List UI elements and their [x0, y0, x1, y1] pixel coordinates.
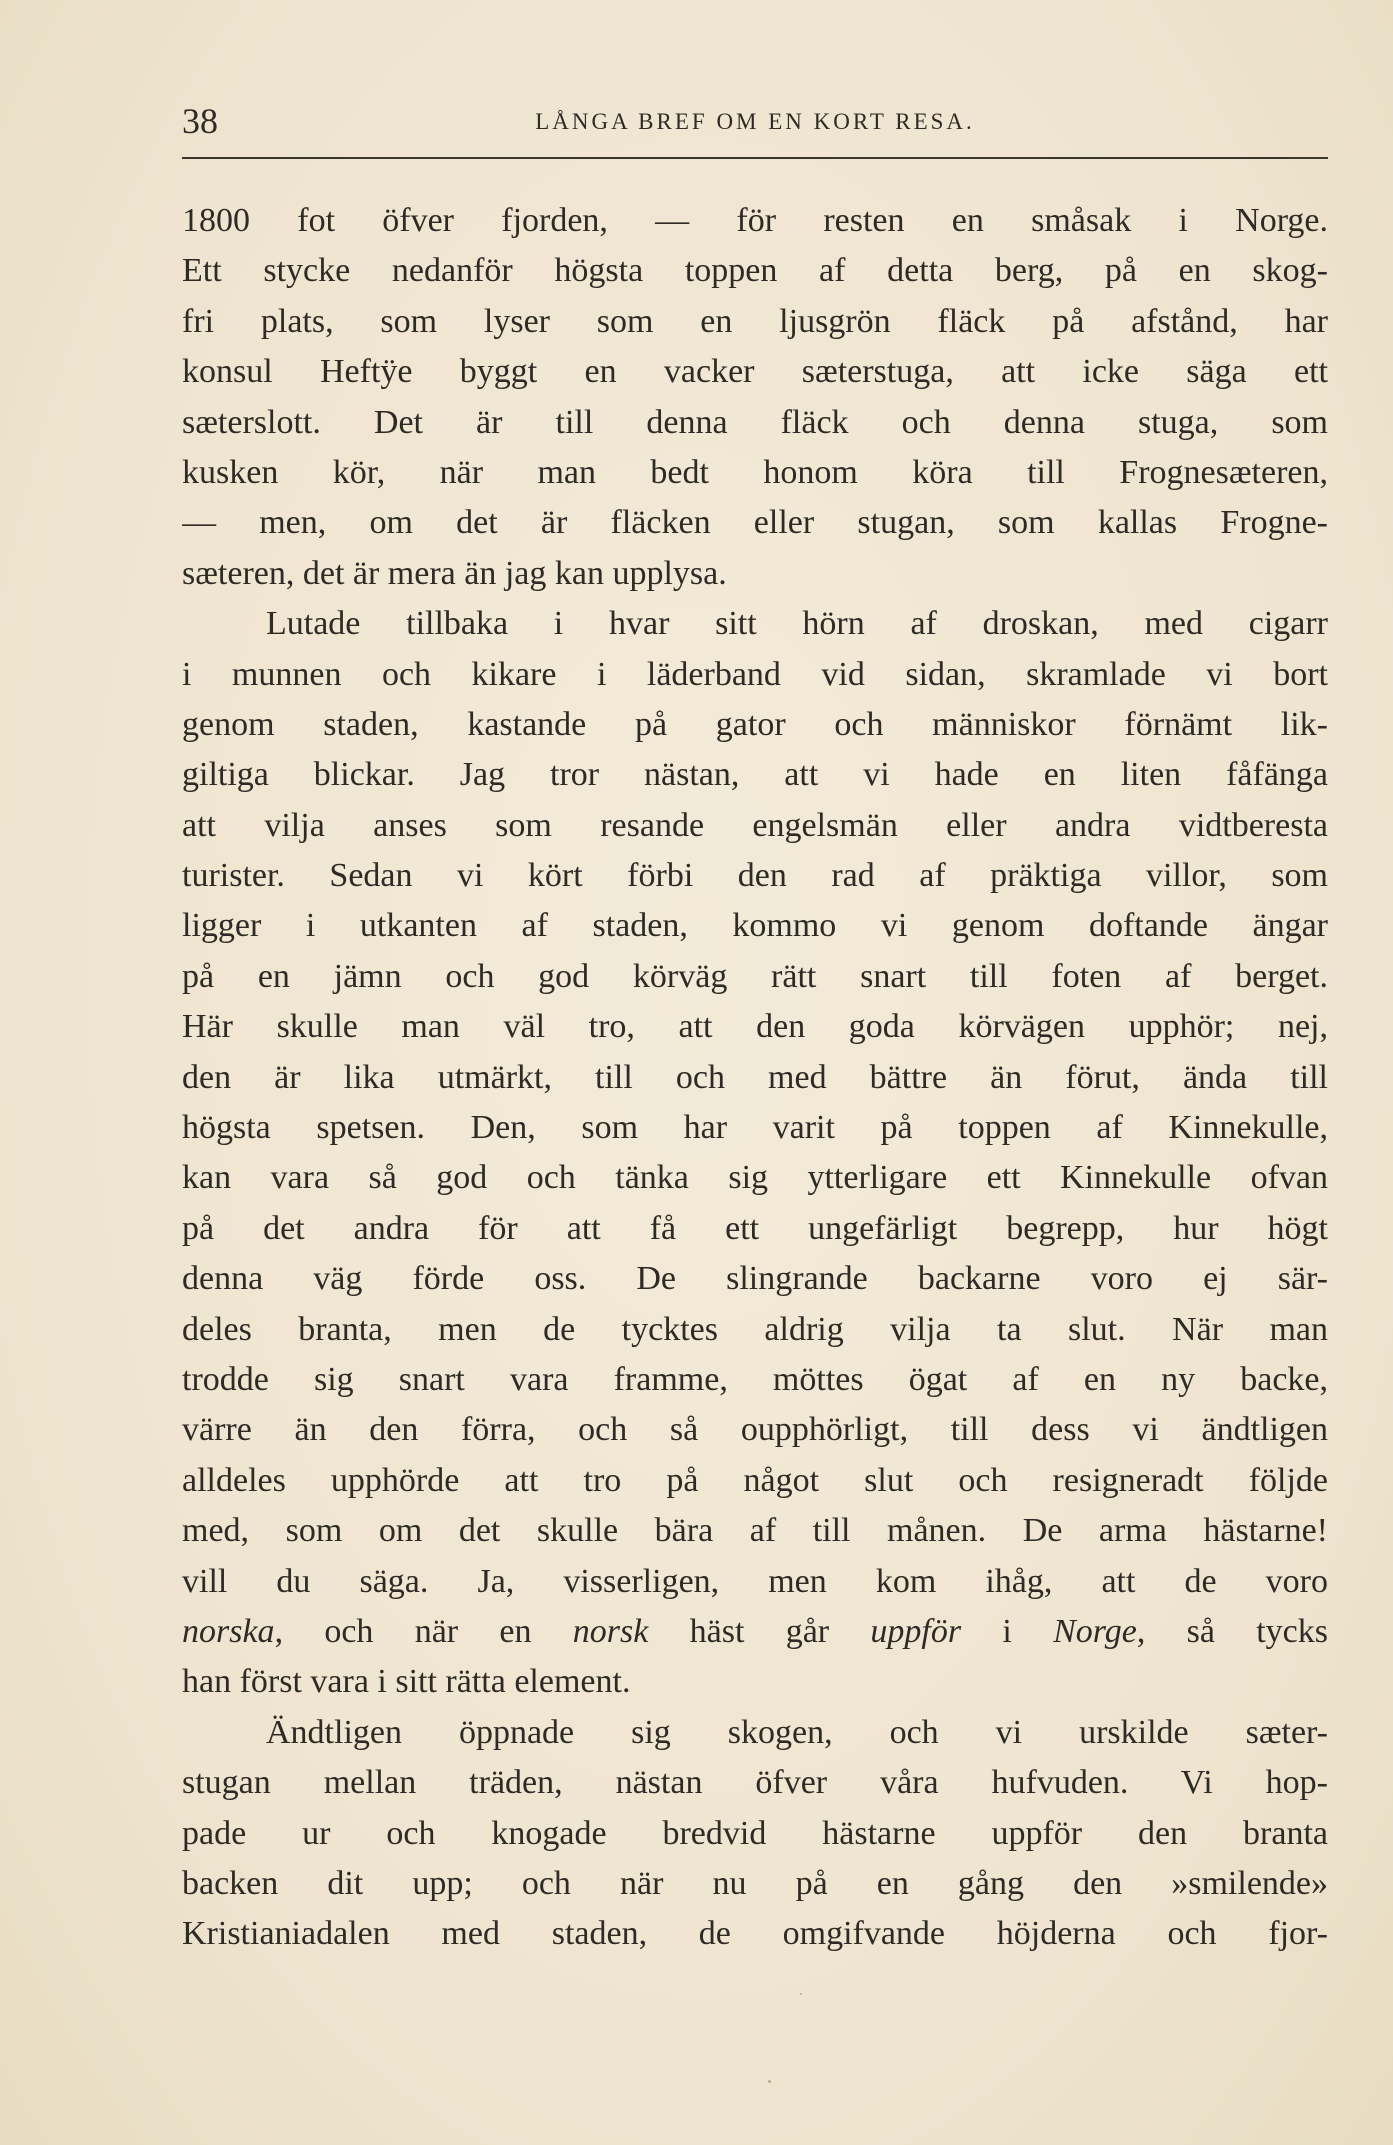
text-line — [182, 1103, 1328, 1153]
text-run: turister. Sedan vi kört förbi den rad af präktiga villor, som — [182, 857, 1328, 895]
text-line — [182, 1506, 1328, 1556]
text-line — [182, 1909, 1328, 1959]
text-line — [182, 700, 1328, 750]
text-line — [182, 549, 1328, 599]
text-line — [182, 901, 1328, 951]
text-line — [182, 1305, 1328, 1355]
text-line — [182, 599, 1328, 649]
text-line — [182, 448, 1328, 498]
running-head: LÅNGA BREF OM EN KORT RESA. — [535, 109, 975, 134]
text-run: i munnen och kikare i läderband vid sidan, skramlade vi bort — [182, 655, 1328, 693]
paper-speck — [800, 1993, 802, 1995]
text-run: den är lika utmärkt, till och med bättre än förut, ända till — [182, 1058, 1328, 1096]
text-line — [182, 801, 1328, 851]
text-run: med, som om det skulle bära af till månen. De arma hästarne! — [182, 1512, 1328, 1550]
text-line — [182, 1405, 1328, 1455]
text-line — [182, 398, 1328, 448]
text-line — [182, 1708, 1328, 1758]
text-run: sæterslott. Det är till denna fläck och denna stuga, som — [182, 403, 1328, 441]
text-line — [182, 196, 1328, 246]
text-run: häst går — [648, 1612, 871, 1650]
text-run: vill du säga. Ja, visserligen, men kom ihåg, att de voro — [182, 1562, 1328, 1600]
text-line — [182, 952, 1328, 1002]
text-line — [182, 1657, 1328, 1707]
text-line — [182, 1809, 1328, 1859]
text-run: värre än den förra, och så oupphörligt, till dess vi ändtligen — [182, 1411, 1328, 1449]
text-run: att vilja anses som resande engelsmän eller andra vidtberesta — [182, 806, 1328, 844]
text-line — [182, 1254, 1328, 1304]
text-run: konsul Heftÿe byggt en vacker sæterstuga, att icke säga ett — [182, 353, 1328, 391]
text-line — [182, 498, 1328, 548]
text-run: Ett stycke nedanför högsta toppen af detta berg, på en skog- — [182, 252, 1328, 290]
text-line — [182, 650, 1328, 700]
text-run: denna väg förde oss. De slingrande backarne voro ej sär- — [182, 1260, 1328, 1298]
text-run: ligger i utkanten af staden, kommo vi genom doftande ängar — [182, 907, 1328, 945]
text-run: på det andra för att få ett ungefärligt begrepp, hur högt — [182, 1209, 1328, 1247]
text-line — [182, 750, 1328, 800]
text-run: kan vara så god och tänka sig ytterligare ett Kinnekulle ofvan — [182, 1159, 1328, 1197]
text-run: Här skulle man väl tro, att den goda körvägen upphör; nej, — [182, 1008, 1328, 1046]
page-header — [182, 96, 1328, 146]
text-line — [182, 1002, 1328, 1052]
text-line — [182, 246, 1328, 296]
text-run: sæteren, det är mera än jag kan upplysa. — [182, 554, 727, 592]
italic-word: norsk — [572, 1612, 649, 1650]
text-run: på en jämn och god körväg rätt snart till foten af berget. — [182, 957, 1328, 995]
text-run: alldeles upphörde att tro på något slut och resigneradt följde — [182, 1461, 1328, 1499]
text-run: pade ur och knogade bredvid hästarne uppför den branta — [182, 1814, 1328, 1852]
text-line — [182, 297, 1328, 347]
text-line — [182, 1758, 1328, 1808]
italic-word: Norge — [1053, 1612, 1137, 1650]
text-run: , och när en — [274, 1612, 573, 1650]
text-line — [182, 1355, 1328, 1405]
text-run: , så tycks — [1136, 1612, 1328, 1650]
text-line — [182, 347, 1328, 397]
text-run: han först vara i sitt rätta element. — [182, 1663, 631, 1701]
body-text — [182, 196, 1328, 1960]
text-line — [182, 1859, 1328, 1909]
text-run: giltiga blickar. Jag tror nästan, att vi hade en liten fåfänga — [182, 756, 1328, 794]
page-number: 38 — [182, 101, 218, 141]
text-run: backen dit upp; och när nu på en gång den »smilende» — [182, 1864, 1328, 1902]
text-line — [182, 1204, 1328, 1254]
text-run: 1800 fot öfver fjorden, — för resten en småsak i Norge. — [182, 202, 1328, 239]
text-line — [182, 1053, 1328, 1103]
text-run: kusken kör, när man bedt honom köra till Frognesæteren, — [182, 453, 1328, 491]
text-line — [182, 1153, 1328, 1203]
text-line — [182, 1557, 1328, 1607]
text-run: högsta spetsen. Den, som har varit på toppen af Kinnekulle, — [182, 1109, 1328, 1147]
text-line — [182, 1607, 1328, 1657]
text-line — [182, 1456, 1328, 1506]
text-run: stugan mellan träden, nästan öfver våra hufvuden. Vi hop- — [182, 1764, 1328, 1802]
text-line — [182, 851, 1328, 901]
text-run: — men, om det är fläcken eller stugan, som kallas Frogne- — [182, 504, 1328, 542]
text-run: Lutade tillbaka i hvar sitt hörn af droskan, med cigarr — [266, 605, 1328, 643]
text-run: Ändtligen öppnade sig skogen, och vi urskilde sæter- — [266, 1713, 1328, 1751]
text-run: trodde sig snart vara framme, möttes ögat af en ny backe, — [182, 1360, 1328, 1398]
text-run: deles branta, men de tycktes aldrig vilja ta slut. När man — [182, 1310, 1328, 1348]
text-run: i — [961, 1612, 1054, 1650]
text-run: Kristianiadalen med staden, de omgifvande höjderna och fjor- — [182, 1915, 1328, 1953]
italic-word: uppför — [870, 1612, 962, 1650]
text-run: fri plats, som lyser som en ljusgrön fläck på afstånd, har — [182, 302, 1328, 340]
header-rule — [182, 157, 1328, 159]
italic-word: norska — [182, 1612, 275, 1650]
paper-speck — [768, 2080, 771, 2083]
text-run: genom staden, kastande på gator och människor förnämt lik- — [182, 705, 1328, 743]
